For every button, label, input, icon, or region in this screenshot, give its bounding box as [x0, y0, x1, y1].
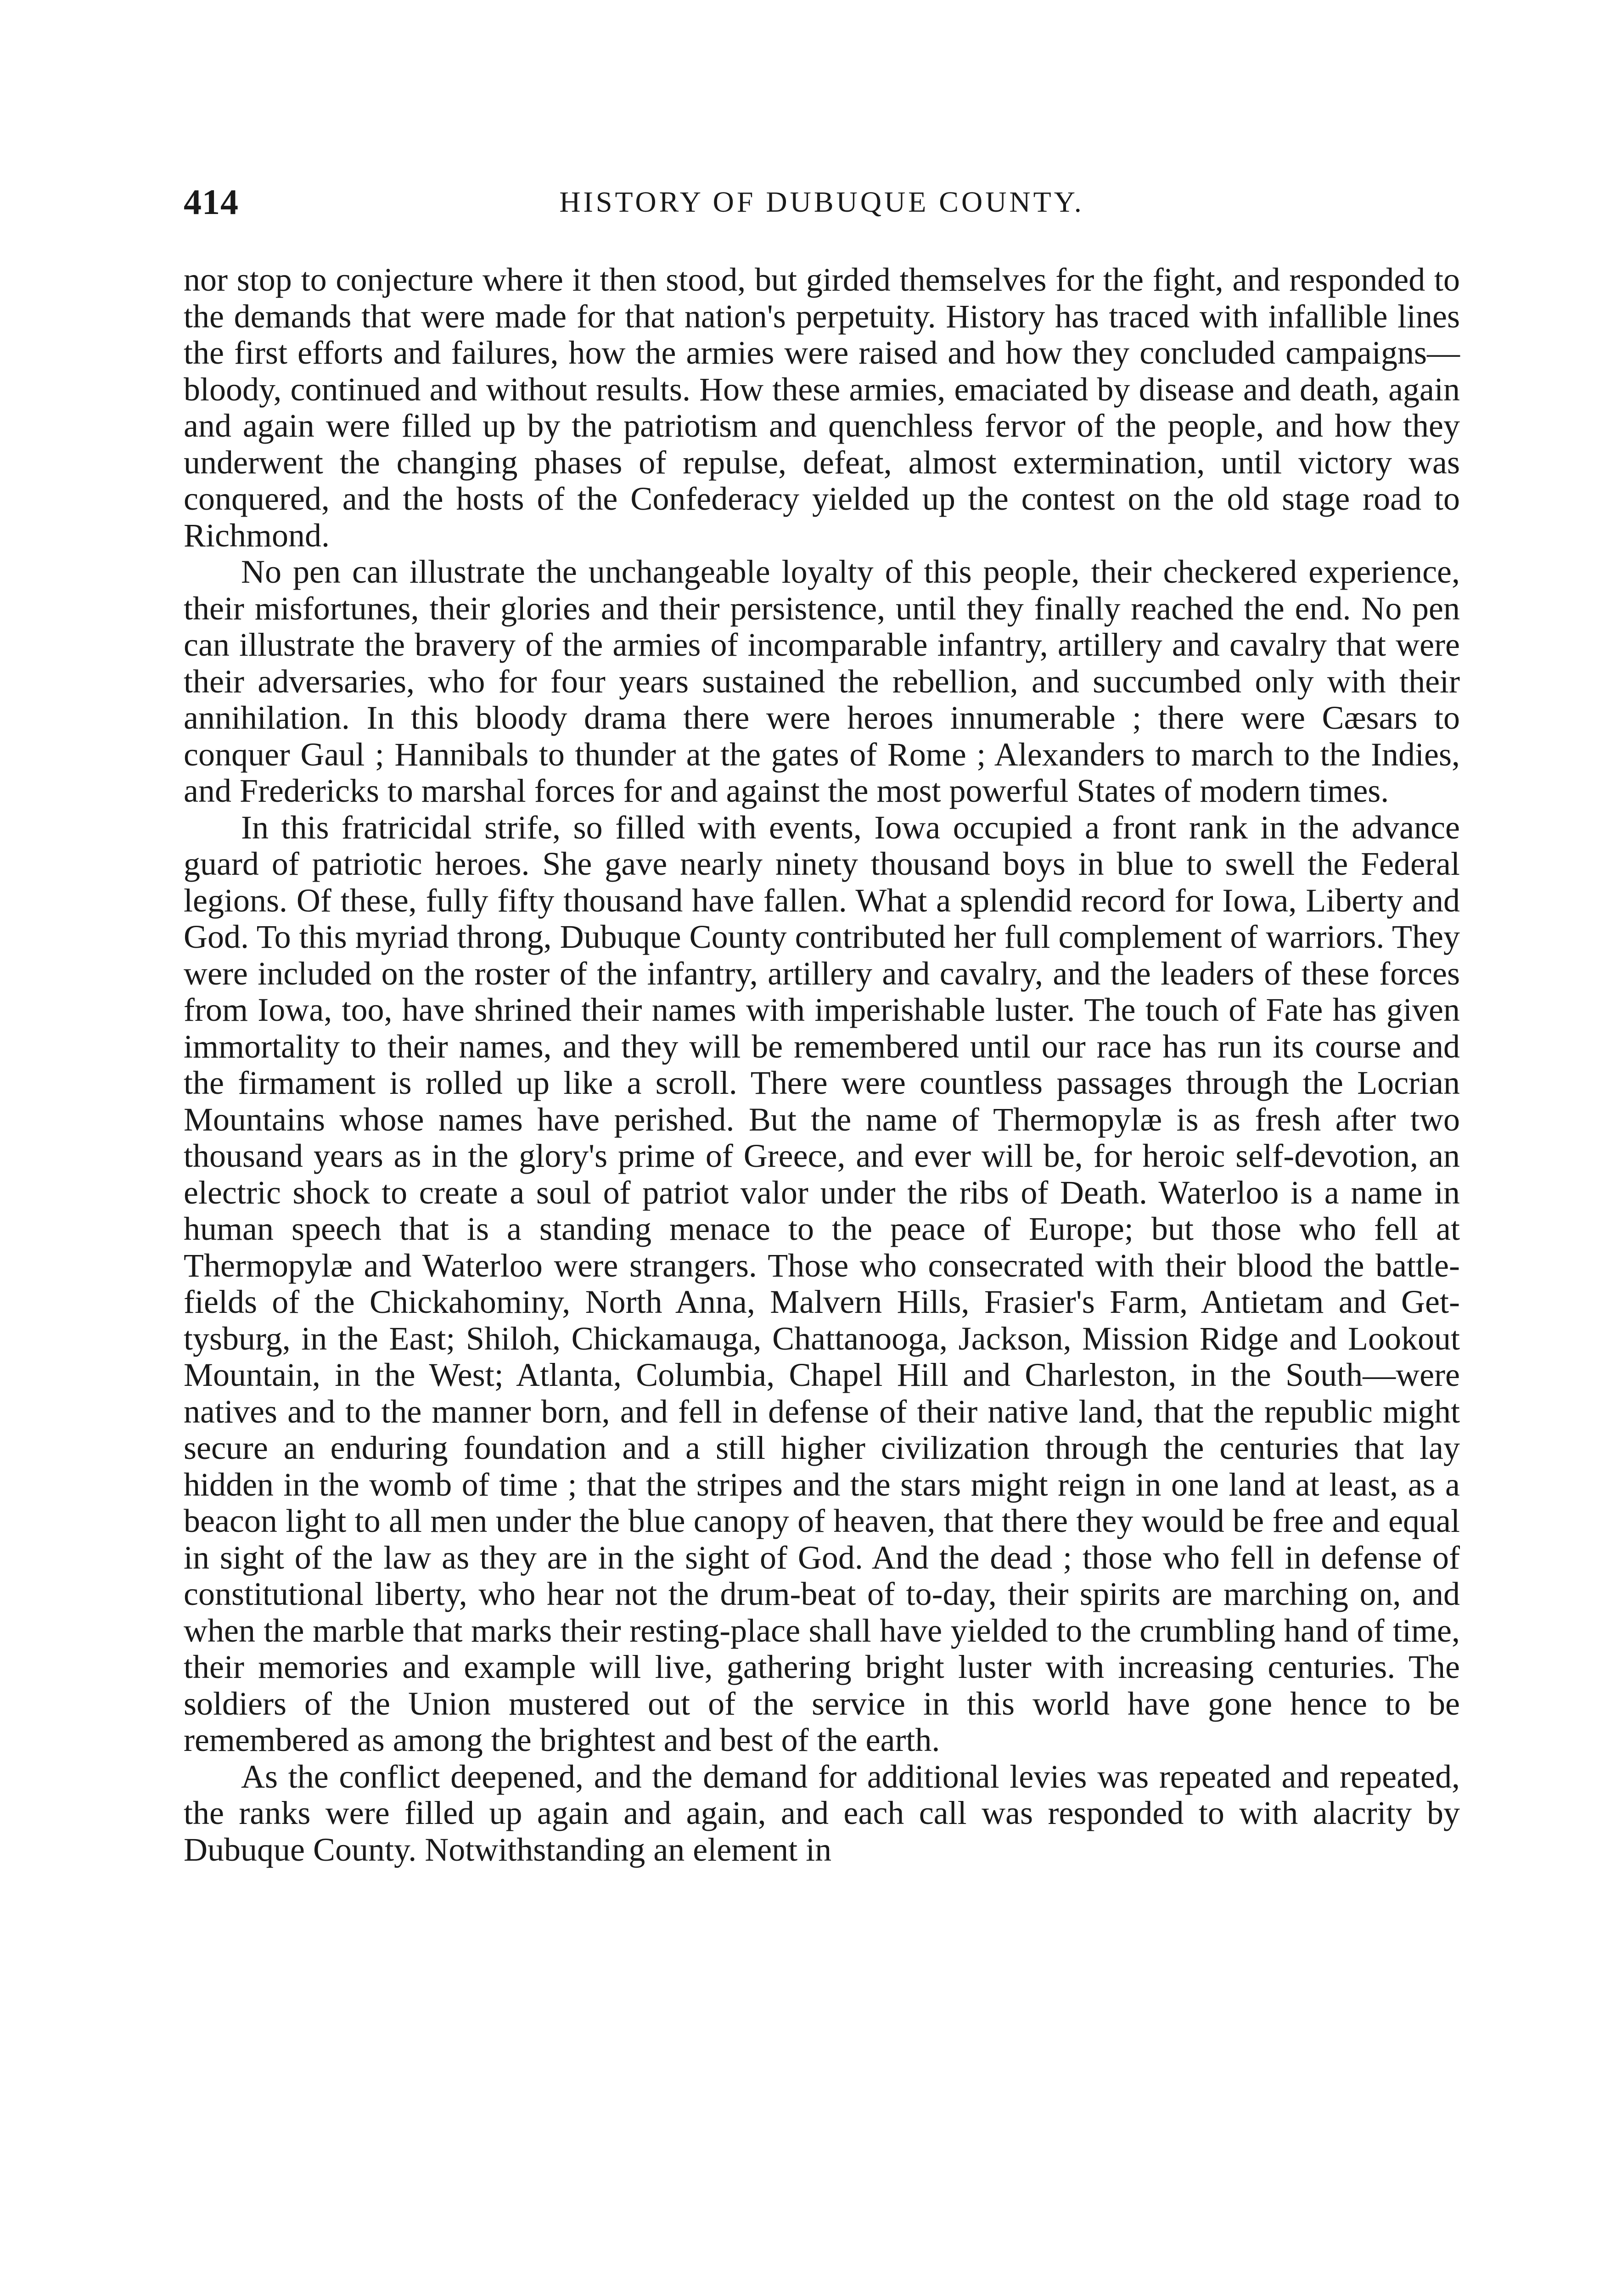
paragraph: As the conflict deepened, and the demand for additional levies was repeated and repeated, the ranks were filled up again and again, and each call was responded to with alacrity by Dubuque County. Notwithstanding an element in	[184, 1758, 1460, 1868]
running-head	[184, 181, 1460, 232]
body-text	[184, 262, 1460, 1868]
paragraph: No pen can illustrate the unchangeable loyalty of this people, their checkered experience, their misfortunes, their glories and their persistence, until they finally reached the end. No pen can illustrate the bravery of the armies of incomparable infantry, artillery and cavalry that were their adversaries, who for four years sustained the rebellion, and succumbed only with their annihilation. In this bloody drama there were heroes innumerable ; there were Cæsars to conquer Gaul ; Hannibals to thunder at the gates of Rome ; Alexanders to march to the Indies, and Fredericks to marshal forces for and against the most powerful States of modern times.	[184, 553, 1460, 809]
paragraph-continued: nor stop to conjecture where it then stood, but girded themselves for the fight, and responded to the demands that were made for that nation's perpetuity. History has traced with infallible lines the first efforts and failures, how the armies were raised and how they concluded campaigns—bloody, continued and without results. How these armies, emaciated by disease and death, again and again were filled up by the patriotism and quenchless fervor of the people, and how they underwent the changing phases of repulse, defeat, almost extermination, until victory was conquered, and the hosts of the Confederacy yielded up the contest on the old stage road to Richmond.	[184, 261, 1460, 554]
running-title: HISTORY OF DUBUQUE COUNTY.	[559, 186, 1084, 218]
page-number: 414	[184, 182, 239, 222]
paragraph: In this fratricidal strife, so filled with events, Iowa occupied a front rank in the advance guard of patriotic heroes. She gave nearly ninety thousand boys in blue to swell the Federal legions. Of these, fully fifty thousand have fallen. What a splendid record for Iowa, Liberty and God. To this myriad throng, Dubuque County contributed her full complement of warriors. They were included on the roster of the infantry, artillery and cavalry, and the leaders of these forces from Iowa, too, have shrined their names with imperishable luster. The touch of Fate has given immortality to their names, and they will be remembered until our race has run its course and the firmament is rolled up like a scroll. There were countless passages through the Locrian Mountains whose names have perished. But the name of Thermopylæ is as fresh after two thousand years as in the glory's prime of Greece, and ever will be, for heroic self-devotion, an electric shock to create a soul of patriot valor under the ribs of Death. Waterloo is a name in human speech that is a standing menace to the peace of Europe; but those who fell at Thermopylæ and Waterloo were strangers. Those who consecrated with their blood the battle-fields of the Chickahominy, North Anna, Malvern Hills, Frasier's Farm, Antietam and Gettysburg, in the East; Shiloh, Chickamauga, Chattanooga, Jackson, Mission Ridge and Lookout Mountain, in the West; Atlanta, Columbia, Chapel Hill and Charleston, in the South—were natives and to the manner born, and fell in defense of their native land, that the republic might secure an enduring foundation and a still higher civilization through the centuries that lay hidden in the womb of time ; that the stripes and the stars might reign in one land at least, as a beacon light to all men under the blue canopy of heaven, that there they would be free and equal in sight of the law as they are in the sight of God. And the dead ; those who fell in defense of constitutional liberty, who hear not the drum-beat of to-day, their spirits are marching on, and when the marble that marks their resting-place shall have yielded to the crumbling hand of time, their memories and example will live, gathering bright luster with increasing centuries. The soldiers of the Union mustered out of the service in this world have gone hence to be remembered as among the brightest and best of the earth.	[184, 809, 1460, 1758]
